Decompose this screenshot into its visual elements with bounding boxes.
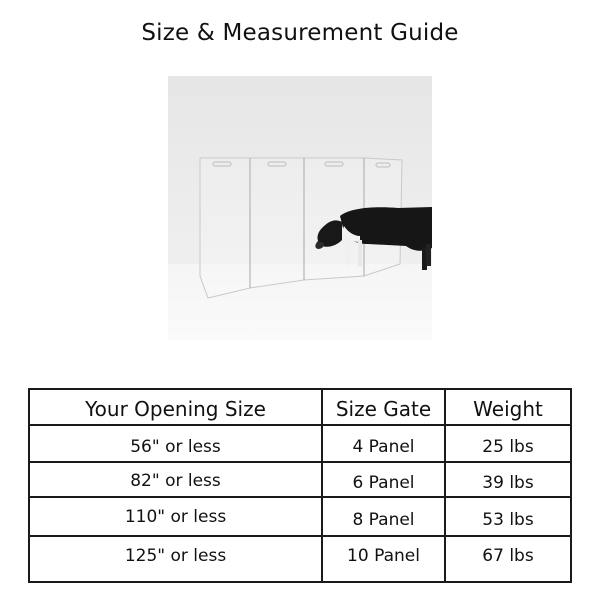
acrylic-pet-gate-photo bbox=[168, 76, 432, 340]
table-rule-bottom bbox=[28, 581, 572, 583]
row-4-size-gate: 10 Panel bbox=[347, 546, 420, 566]
size-table bbox=[28, 388, 572, 584]
row-4-weight: 67 lbs bbox=[482, 546, 534, 566]
table-rule-row1 bbox=[28, 461, 572, 463]
row-1-size-gate: 4 Panel bbox=[352, 437, 415, 457]
header-weight: Weight bbox=[473, 397, 543, 421]
product-photo bbox=[168, 76, 432, 340]
row-4-opening-size: 125" or less bbox=[124, 546, 227, 566]
row-2-opening-size: 82" or less bbox=[130, 471, 221, 491]
row-3-size-gate: 8 Panel bbox=[352, 510, 415, 530]
table-rule-top bbox=[28, 388, 572, 390]
row-1-opening-size: 56" or less bbox=[130, 437, 221, 457]
row-3-weight: 53 lbs bbox=[482, 510, 534, 530]
row-3-opening-size: 110" or less bbox=[124, 507, 227, 527]
page-title: Size & Measurement Guide bbox=[141, 20, 459, 46]
row-1-weight: 25 lbs bbox=[482, 437, 534, 457]
header-size-gate: Size Gate bbox=[335, 397, 432, 421]
header-opening-size: Your Opening Size bbox=[85, 397, 266, 421]
row-2-weight: 39 lbs bbox=[482, 473, 534, 493]
table-rule-right bbox=[570, 388, 572, 583]
row-2-size-gate: 6 Panel bbox=[352, 473, 415, 493]
